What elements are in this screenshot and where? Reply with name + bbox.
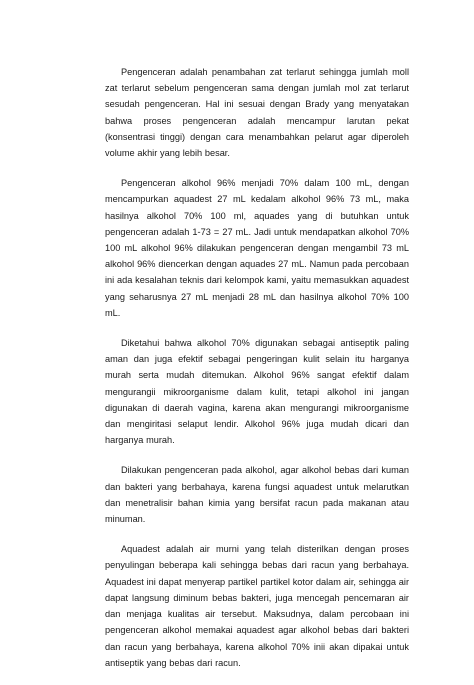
paragraph-aquadest-description: Aquadest adalah air murni yang telah disterilkan dengan proses penyulingan beberapa kali sehingga bebas dari racun yang berbahaya. Aquadest ini dapat menyerap partikel partikel kotor dalam air, sehingga air dapat langsung diminum bebas bakteri, juga mencegah pencemaran air dan menjaga kualitas air tersebut. Maksudnya, dalam percobaan ini pengenceran alkohol memakai aquadest agar alkohol bebas dari bakteri dan racun yang berbahaya, karena alkohol 70% inii akan dipakai untuk antiseptik yang bebas dari racun.: [105, 544, 409, 668]
paragraph-dilution-purpose: Dilakukan pengenceran pada alkohol, agar alkohol bebas dari kuman dan bakteri yang berbahaya, karena fungsi aquadest untuk melarutkan dan menetralisir bahan kimia yang bersifat racun pada makanan atau minuman.: [105, 465, 409, 525]
paragraph-alcohol-antiseptic: Diketahui bahwa alkohol 70% digunakan sebagai antiseptik paling aman dan juga efektif sebagai pengeringan kulit selain itu harganya murah serta mudah ditemukan. Alkohol 96% sangat efektif dalam mengurangii mikroorganisme dalam kulit, tetapi alkohol ini jangan digunakan di daerah vagina, karena akan mengurangi mikroorganisme dan mengiritasi selaput lendir. Alkohol 96% juga mudah dicari dan harganya murah.: [105, 338, 409, 446]
paragraph-dilution-definition: Pengenceran adalah penambahan zat terlarut sehingga jumlah moll zat terlarut sebelum pengenceran sama dengan jumlah mol zat terlarut sesudah pengenceran. Hal ini sesuai dengan Brady yang menyatakan bahwa proses pengenceran adalah mencampur larutan pekat (konsentrasi tinggi) dengan cara menambahkan pelarut agar diperoleh volume akhir yang lebih besar.: [105, 67, 409, 159]
paragraph-alcohol-dilution-procedure: Pengenceran alkohol 96% menjadi 70% dalam 100 mL, dengan mencampurkan aquadest 27 mL kedalam alkohol 96% 73 mL, maka hasilnya alkohol 70% 100 ml, aquades yang di butuhkan untuk pengenceran adalah 1-73 = 27 mL. Jadi untuk mendapatkan alkohol 70% 100 mL alkohol 96% dilakukan pengenceran dengan mengambil 73 mL alkohol 96% diencerkan dengan aquades 27 mL. Namun pada percobaan ini ada kesalahan teknis dari kelompok kami, yaitu memasukkan aquadest yang seharusnya 27 mL menjadi 28 mL dan hasilnya alkohol 70% 100 mL.: [105, 178, 409, 318]
document-body: [105, 64, 409, 685]
